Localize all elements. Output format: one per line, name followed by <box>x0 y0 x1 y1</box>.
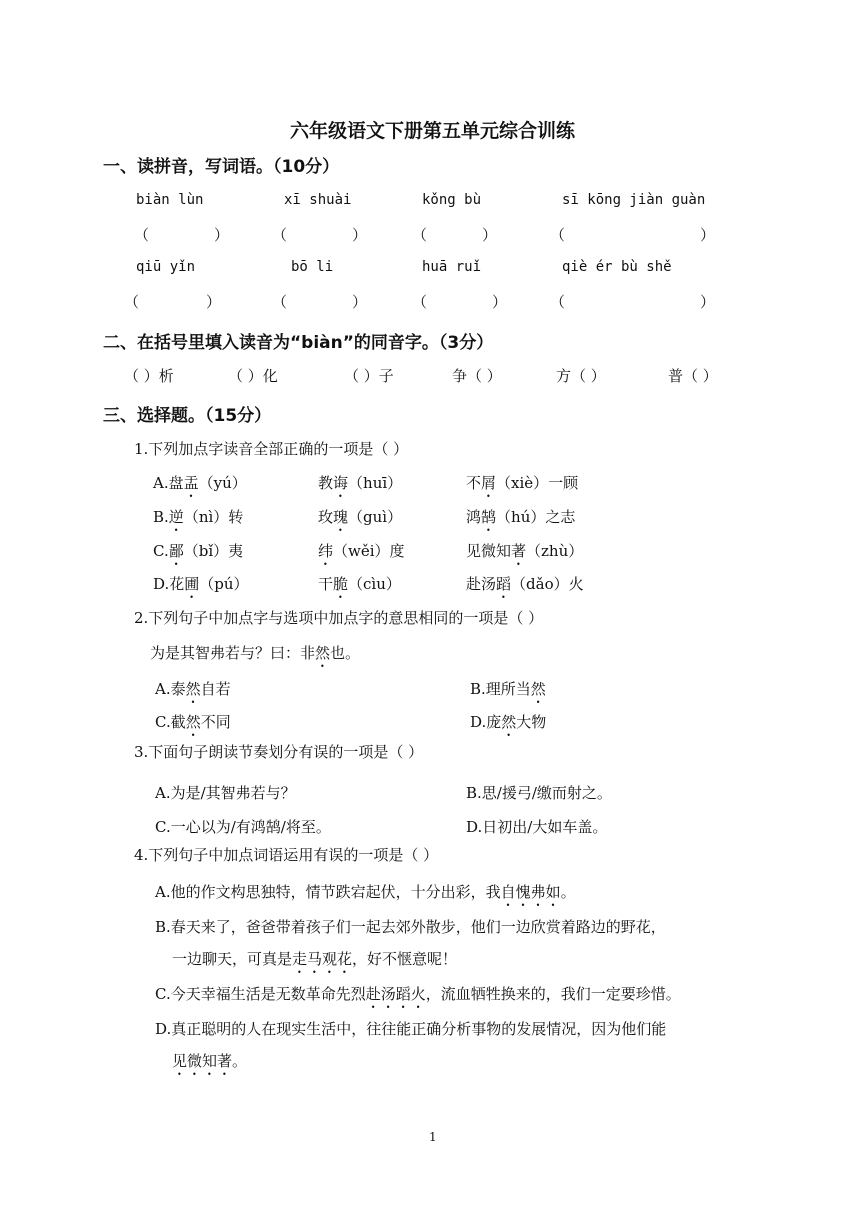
pinyin-5: qiū yǐn <box>136 259 196 275</box>
q4-option-a[interactable]: A.他的作文构思独特，情节跌宕起伏，十分出彩，我自愧弗如。 <box>155 883 576 901</box>
q4-stem: 4.下列句子中加点词语运用有误的一项是（ ） <box>134 846 439 864</box>
q1-option-a[interactable]: A.盘盂（yú） <box>153 474 247 492</box>
fill-item-1[interactable]: （ ）析 <box>124 367 174 385</box>
fill-item-3[interactable]: （ ）子 <box>344 367 394 385</box>
fill-item-5[interactable]: 方（ ） <box>556 367 606 385</box>
q1-option-c[interactable]: C.鄙（bǐ）夷 <box>153 542 244 560</box>
q3-option-d[interactable]: D.日初出/大如车盖。 <box>466 818 608 836</box>
q1-stem: 1.下列加点字读音全部正确的一项是（ ） <box>134 440 409 458</box>
q2-sentence: 为是其智弗若与？曰：非然也。 <box>150 644 361 662</box>
page-number: 1 <box>429 1130 437 1144</box>
pinyin-8: qiè ér bù shě <box>562 259 672 275</box>
q2-option-c[interactable]: C.截然不同 <box>155 713 231 731</box>
q4-option-c[interactable]: C.今天幸福生活是无数革命先烈赴汤蹈火，流血牺牲换来的，我们一定要珍惜。 <box>155 985 681 1003</box>
answer-blank-6[interactable]: （ <box>272 293 288 311</box>
answer-blank-7[interactable]: （ <box>412 293 428 311</box>
fill-item-2[interactable]: （ ）化 <box>228 367 278 385</box>
q1-option-d[interactable]: D.花圃（pú） <box>153 575 249 593</box>
fill-item-4[interactable]: 争（ ） <box>452 367 502 385</box>
q4-option-d-cont: 见微知著。 <box>172 1052 248 1070</box>
q3-stem: 3.下面句子朗读节奏划分有误的一项是（ ） <box>134 743 424 761</box>
answer-blank-4[interactable]: （ <box>550 226 566 244</box>
answer-blank-1[interactable]: （ <box>134 226 150 244</box>
answer-blank-8[interactable]: （ <box>550 293 566 311</box>
q2-option-d[interactable]: D.庞然大物 <box>470 713 547 731</box>
q4-option-b-cont: 一边聊天，可真是走马观花，好不惬意呢！ <box>172 950 458 968</box>
answer-blank-2[interactable]: （ <box>272 226 288 244</box>
pinyin-4: sī kōng jiàn guàn <box>562 192 706 208</box>
q2-option-a[interactable]: A.泰然自若 <box>155 680 231 698</box>
q1-option-b[interactable]: B.逆（nì）转 <box>153 508 244 526</box>
page-title: 六年级语文下册第五单元综合训练 <box>290 120 576 142</box>
pinyin-6: bō li <box>291 259 334 275</box>
pinyin-3: kǒng bù <box>422 192 482 208</box>
section-2-heading: 二、在括号里填入读音为“biàn”的同音字。（3分） <box>103 333 494 353</box>
fill-item-6[interactable]: 普（ ） <box>668 367 718 385</box>
section-3-heading: 三、选择题。（15分） <box>103 406 272 426</box>
pinyin-2: xī shuài <box>284 192 352 208</box>
q4-option-d[interactable]: D.真正聪明的人在现实生活中，往往能正确分析事物的发展情况，因为他们能 <box>155 1020 667 1038</box>
pinyin-1: biàn lùn <box>136 192 204 208</box>
q2-option-b[interactable]: B.理所当然 <box>470 680 546 698</box>
pinyin-7: huā ruǐ <box>422 259 482 275</box>
q2-stem: 2.下列句子中加点字与选项中加点字的意思相同的一项是（ ） <box>134 609 544 627</box>
q3-option-a[interactable]: A.为是/其智弗若与？ <box>155 784 296 802</box>
section-1-heading: 一、读拼音，写词语。（10分） <box>103 157 340 177</box>
q4-option-b[interactable]: B.春天来了，爸爸带着孩子们一起去郊外散步，他们一边欣赏着路边的野花， <box>155 918 666 936</box>
answer-blank-5[interactable]: （ <box>124 293 140 311</box>
q3-option-b[interactable]: B.思/援弓/缴而射之。 <box>466 784 612 802</box>
answer-blank-3[interactable]: （ <box>412 226 428 244</box>
q3-option-c[interactable]: C.一心以为/有鸿鹄/将至。 <box>155 818 331 836</box>
